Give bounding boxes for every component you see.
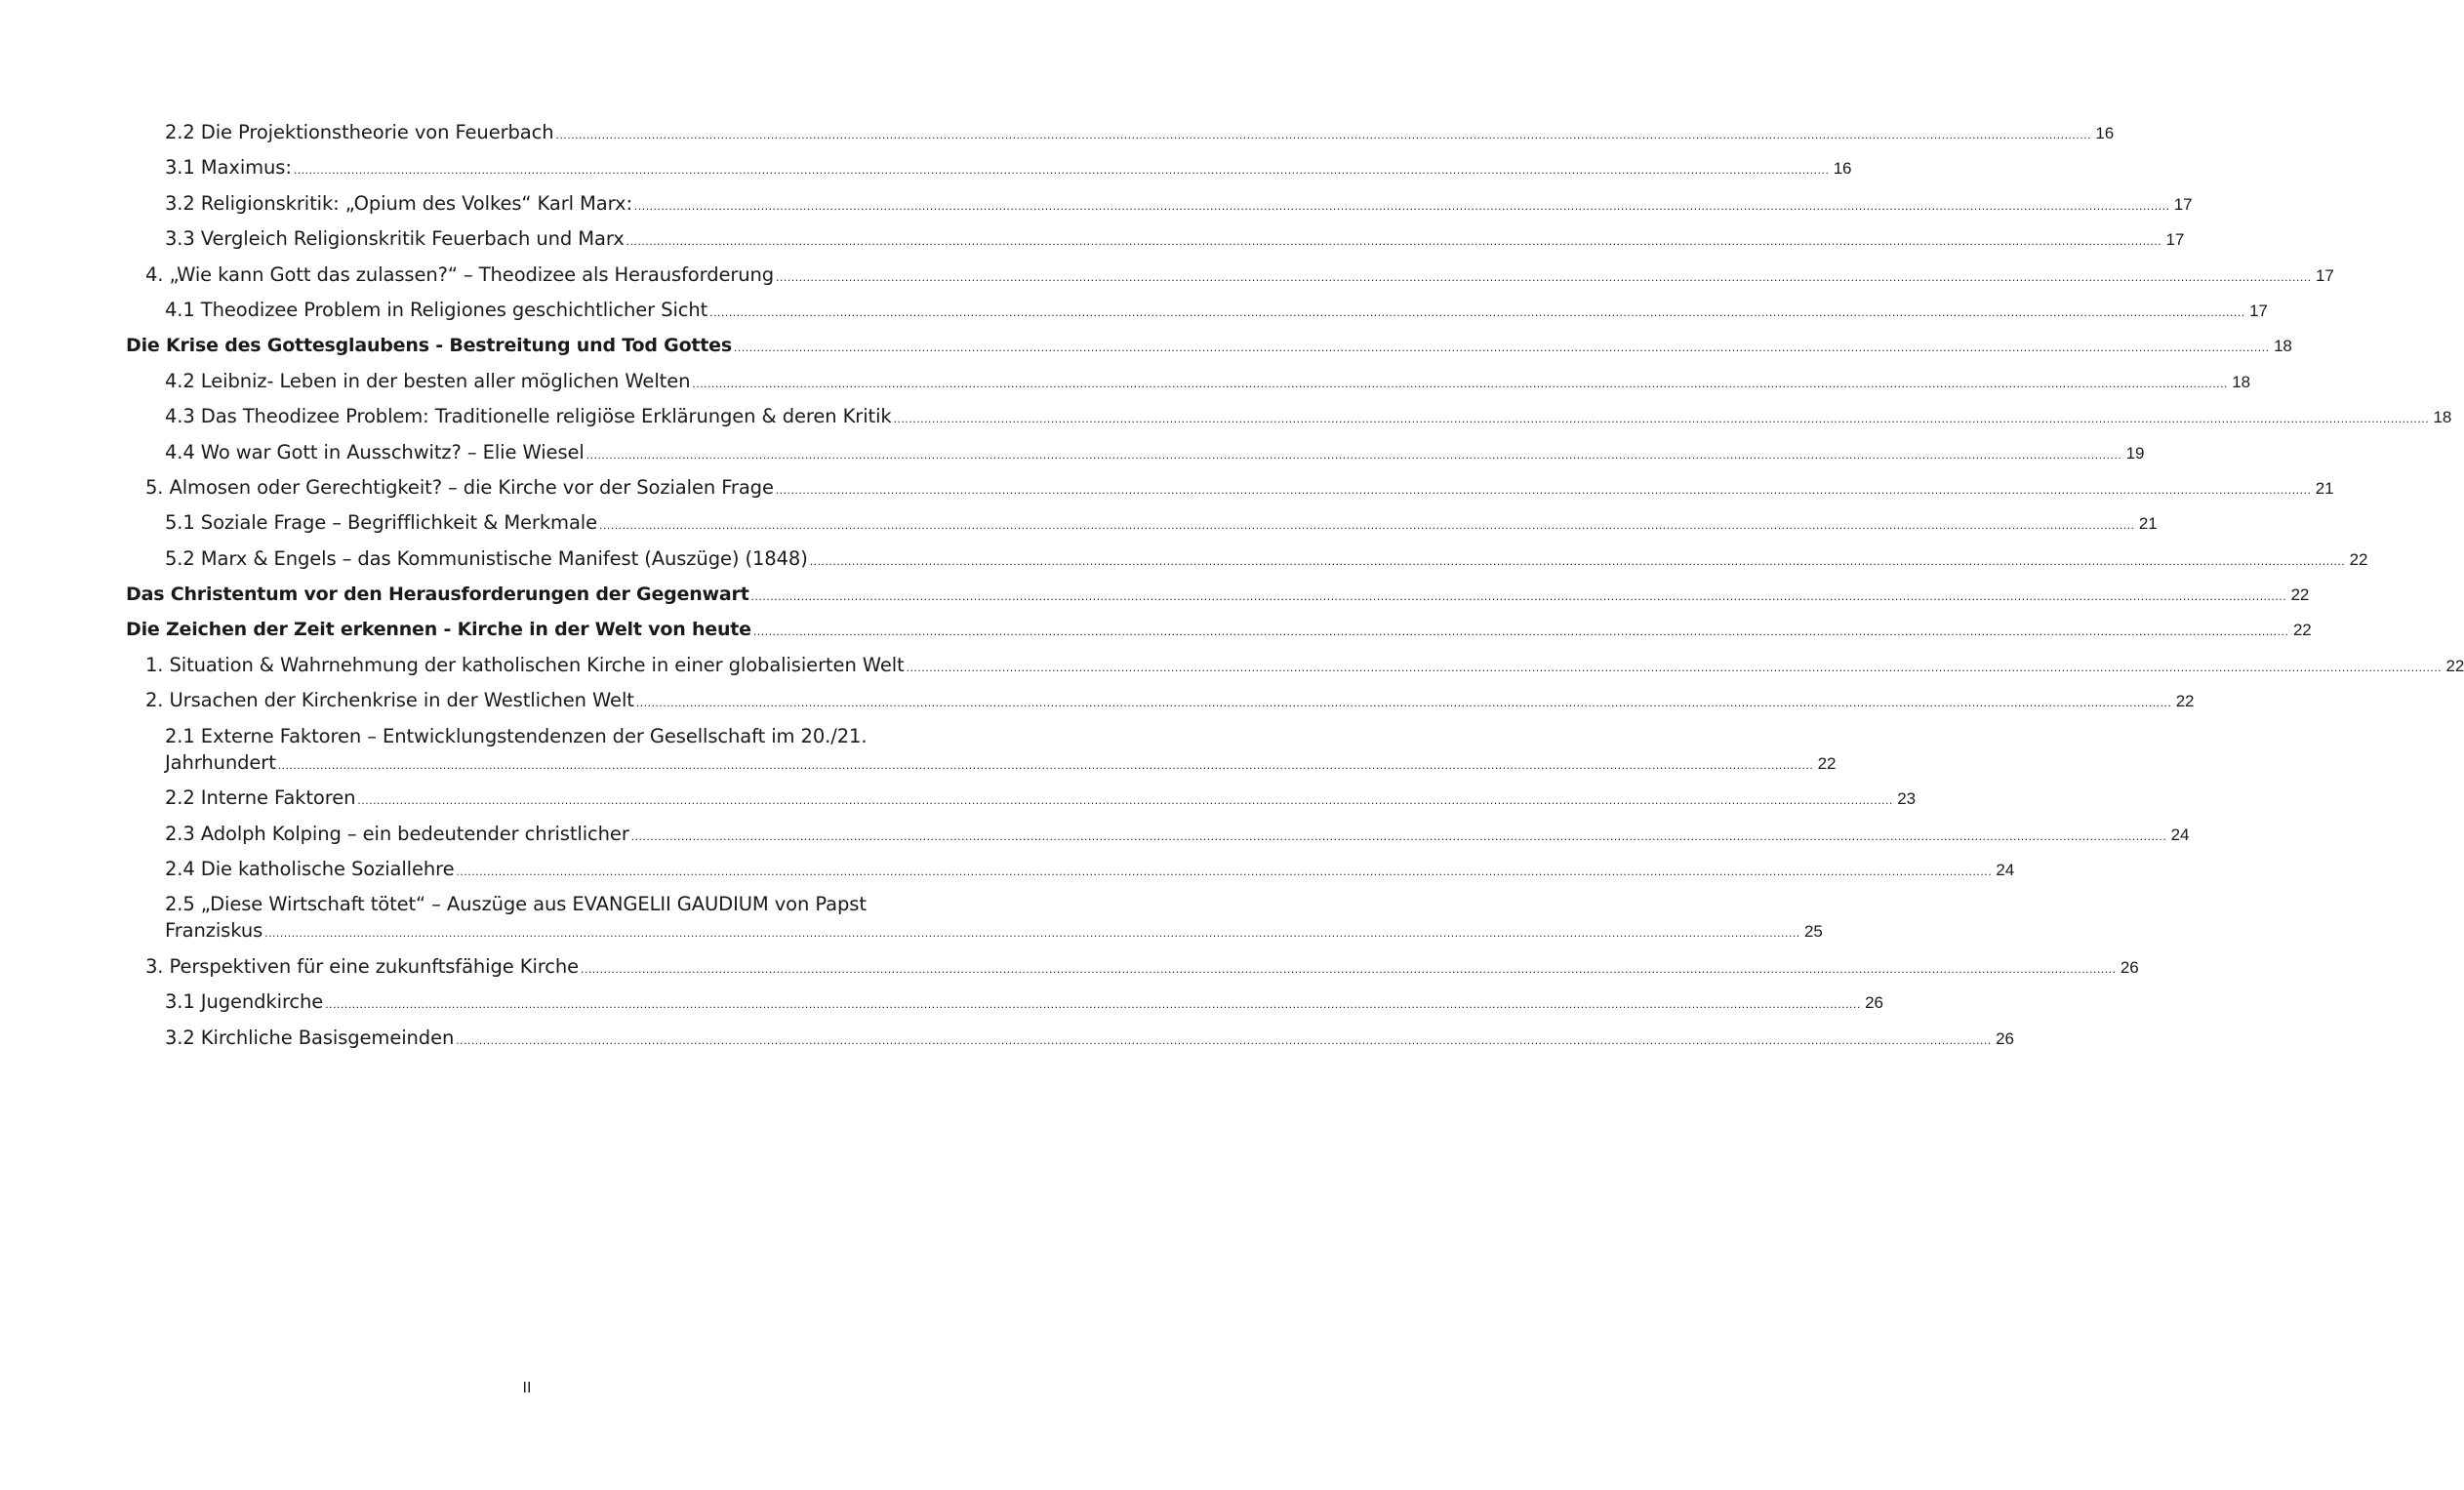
toc-entry-page-number: 21 <box>2315 478 2334 498</box>
toc-entry-title: 3.1 Maximus: <box>165 156 292 180</box>
dot-leader: ................................................................................................................................................................................................................................................................................................................................................................................................................ <box>709 304 2245 319</box>
toc-entry-title: 2.2 Die Projektionstheorie von Feuerbach <box>165 121 554 143</box>
toc-entry <box>0 262 2334 298</box>
toc-entry-row <box>145 475 2334 501</box>
toc-entry <box>0 989 1883 1025</box>
toc-entry-row <box>165 822 2190 847</box>
dot-leader: ................................................................................................................................................................................................................................................................................................................................................................................................................ <box>555 128 2092 141</box>
toc-entry-page-number: 21 <box>2138 514 2158 534</box>
toc-entry-row <box>165 155 1852 181</box>
toc-entry-row <box>165 989 1883 1015</box>
table-of-contents <box>0 120 2464 1061</box>
toc-entry <box>0 582 2310 617</box>
toc-entry-title: Die Krise des Gottesglaubens - Bestreitung und Tod Gottes <box>126 335 732 357</box>
toc-entry-row <box>126 333 2292 358</box>
toc-entry-page-number: 22 <box>2445 656 2464 675</box>
dot-leader: ................................................................................................................................................................................................................................................................................................................................................................................................................ <box>599 518 2135 533</box>
dot-leader: ................................................................................................................................................................................................................................................................................................................................................................................................................ <box>630 828 2167 843</box>
toc-entry <box>0 191 2193 226</box>
toc-entry-page-number: 22 <box>2292 621 2312 640</box>
toc-entry-row <box>145 262 2334 288</box>
toc-entry-row <box>165 120 2115 145</box>
toc-entry-row <box>165 369 2250 394</box>
toc-entry <box>0 120 2115 155</box>
toc-entry-title: Die Zeichen der Zeit erkennen - Kirche in der Welt von heute <box>126 619 751 641</box>
toc-entry-page-number: 24 <box>1996 861 2015 880</box>
toc-entry-title: 5. Almosen oder Gerechtigkeit? – die Kirche vor der Sozialen Frage <box>145 475 774 499</box>
toc-entry-page-number: 17 <box>2249 301 2268 320</box>
toc-entry-page-number: 18 <box>2274 337 2292 356</box>
toc-entry-title-line1: 2.1 Externe Faktoren – Entwicklungstendenzen der Gesellschaft im 20./21. <box>165 724 868 747</box>
toc-entry-row <box>165 510 2158 536</box>
toc-entry <box>0 155 1852 190</box>
toc-entry <box>0 1026 2014 1061</box>
toc-entry-title: 4.4 Wo war Gott in Ausschwitz? – Elie Wiesel <box>165 440 585 463</box>
dot-leader: ................................................................................................................................................................................................................................................................................................................................................................................................................ <box>626 234 2162 249</box>
toc-entry <box>0 954 2139 989</box>
toc-entry-page-number: 16 <box>2095 124 2115 142</box>
toc-entry-title: 4.1 Theodizee Problem in Religiones geschichtlicher Sicht <box>165 298 708 321</box>
toc-entry-title: 3.2 Kirchliche Basisgemeinden <box>165 1026 455 1049</box>
toc-entry-row <box>165 750 1837 776</box>
dot-leader: ................................................................................................................................................................................................................................................................................................................................................................................................................ <box>906 660 2443 674</box>
toc-entry-row <box>165 918 1823 944</box>
dot-leader: ................................................................................................................................................................................................................................................................................................................................................................................................................ <box>586 447 2122 462</box>
toc-entry-title: 3. Perspektiven für eine zukunftsfähige Kirche <box>145 955 580 978</box>
toc-entry-page-number: 16 <box>1833 159 1852 179</box>
toc-entry <box>0 369 2250 404</box>
toc-entry-page-number: 22 <box>1817 753 1837 773</box>
toc-entry <box>0 298 2268 333</box>
toc-entry-title: 2.4 Die katholische Soziallehre <box>165 858 455 881</box>
dot-leader: ................................................................................................................................................................................................................................................................................................................................................................................................................ <box>733 341 2270 355</box>
toc-entry-title: 4.3 Das Theodizee Problem: Traditionelle religiöse Erklärungen & deren Kritik <box>165 405 892 428</box>
toc-entry-row <box>126 617 2312 642</box>
toc-entry-title: 4. „Wie kann Gott das zulassen?“ – Theodizee als Herausforderung <box>145 262 775 286</box>
dot-leader: ................................................................................................................................................................................................................................................................................................................................................................................................................ <box>635 696 2172 710</box>
toc-entry <box>0 510 2158 545</box>
toc-entry <box>0 440 2145 475</box>
toc-entry-row <box>165 191 2193 217</box>
toc-entry-page-number: 17 <box>2165 230 2185 250</box>
dot-leader: ................................................................................................................................................................................................................................................................................................................................................................................................................ <box>581 962 2117 976</box>
toc-entry-title: 4.2 Leibniz- Leben in der besten aller möglichen Welten <box>165 369 691 392</box>
toc-entry-row <box>165 1026 2014 1051</box>
toc-entry-page-number: 17 <box>2315 265 2334 285</box>
dot-leader: ................................................................................................................................................................................................................................................................................................................................................................................................................ <box>357 793 1893 808</box>
dot-leader: ................................................................................................................................................................................................................................................................................................................................................................................................................ <box>264 926 1800 941</box>
toc-entry <box>0 617 2312 652</box>
dot-leader: ................................................................................................................................................................................................................................................................................................................................................................................................................ <box>893 412 2430 426</box>
toc-entry-page-number: 18 <box>2433 408 2452 427</box>
toc-entry-title: 1. Situation & Wahrnehmung der katholischen Kirche in einer globalisierten Welt <box>145 653 905 676</box>
toc-entry-title: 2.2 Interne Faktoren <box>165 786 356 810</box>
toc-entry-title: 3.2 Religionskritik: „Opium des Volkes“ Karl Marx: <box>165 191 632 215</box>
toc-entry-page-number: 22 <box>2290 585 2310 605</box>
toc-entry <box>0 724 1837 786</box>
toc-entry-page-number: 18 <box>2232 372 2250 391</box>
toc-entry-title: 5.1 Soziale Frage – Begrifflichkeit & Merkmale <box>165 511 598 535</box>
toc-entry <box>0 226 2185 262</box>
dot-leader: ................................................................................................................................................................................................................................................................................................................................................................................................................ <box>293 163 1830 178</box>
toc-entry-row <box>165 226 2185 252</box>
dot-leader: ................................................................................................................................................................................................................................................................................................................................................................................................................ <box>775 482 2312 497</box>
toc-entry <box>0 333 2292 368</box>
toc-entry <box>0 546 2368 582</box>
toc-entry-row <box>165 857 2015 882</box>
toc-entry-row <box>165 440 2145 465</box>
toc-entry-title: 2. Ursachen der Kirchenkrise in der Westlichen Welt <box>145 689 634 712</box>
dot-leader: ................................................................................................................................................................................................................................................................................................................................................................................................................ <box>776 269 2312 284</box>
toc-entry-row <box>165 785 1916 811</box>
dot-leader: ................................................................................................................................................................................................................................................................................................................................................................................................................ <box>277 757 1814 772</box>
toc-entry-row <box>165 404 2452 429</box>
toc-entry <box>0 653 2464 688</box>
toc-entry-row <box>126 582 2310 607</box>
toc-entry <box>0 404 2452 439</box>
toc-entry-title: 5.2 Marx & Engels – das Kommunistische Manifest (Auszüge) (1848) <box>165 546 808 570</box>
toc-entry <box>0 892 1823 954</box>
toc-entry-row <box>145 954 2139 980</box>
toc-entry-title: Franziskus <box>165 919 263 943</box>
toc-entry-title: 3.1 Jugendkirche <box>165 990 324 1014</box>
dot-leader: ................................................................................................................................................................................................................................................................................................................................................................................................................ <box>325 997 1861 1012</box>
toc-entry-page-number: 22 <box>2175 692 2195 711</box>
dot-leader: ................................................................................................................................................................................................................................................................................................................................................................................................................ <box>456 865 1993 879</box>
toc-entry-title: Das Christentum vor den Herausforderungen der Gegenwart <box>126 584 749 606</box>
dot-leader: ................................................................................................................................................................................................................................................................................................................................................................................................................ <box>633 198 2170 213</box>
dot-leader: ................................................................................................................................................................................................................................................................................................................................................................................................................ <box>456 1032 1992 1047</box>
toc-entry-page-number: 25 <box>1804 922 1823 942</box>
dot-leader: ................................................................................................................................................................................................................................................................................................................................................................................................................ <box>692 376 2228 390</box>
dot-leader: ................................................................................................................................................................................................................................................................................................................................................................................................................ <box>750 589 2287 604</box>
dot-leader: ................................................................................................................................................................................................................................................................................................................................................................................................................ <box>809 553 2346 568</box>
toc-entry <box>0 688 2195 723</box>
toc-entry-title: Jahrhundert <box>165 750 276 774</box>
toc-entry-page-number: 26 <box>1865 993 1883 1013</box>
toc-entry-page-number: 19 <box>2125 443 2145 463</box>
toc-entry <box>0 475 2334 510</box>
toc-entry <box>0 857 2015 892</box>
dot-leader: ................................................................................................................................................................................................................................................................................................................................................................................................................ <box>752 624 2289 639</box>
toc-entry-page-number: 26 <box>1996 1028 2014 1048</box>
toc-entry-page-number: 17 <box>2173 194 2193 214</box>
toc-entry-page-number: 26 <box>2120 958 2139 977</box>
toc-entry <box>0 822 2190 857</box>
toc-entry <box>0 785 1916 821</box>
toc-entry-row <box>145 653 2464 678</box>
toc-entry-page-number: 23 <box>1897 789 1916 809</box>
toc-entry-title-line1: 2.5 „Diese Wirtschaft tötet“ – Auszüge aus EVANGELII GAUDIUM von Papst <box>165 893 867 916</box>
toc-entry-page-number: 24 <box>2170 825 2190 844</box>
toc-entry-row <box>165 546 2368 572</box>
toc-entry-title: 2.3 Adolph Kolping – ein bedeutender christlicher <box>165 822 629 845</box>
toc-entry-title: 3.3 Vergleich Religionskritik Feuerbach und Marx <box>165 227 625 251</box>
toc-entry-row <box>145 688 2195 713</box>
footer-page-number: II <box>522 1380 532 1396</box>
toc-entry-page-number: 22 <box>2349 549 2368 569</box>
toc-entry-row <box>165 298 2268 323</box>
